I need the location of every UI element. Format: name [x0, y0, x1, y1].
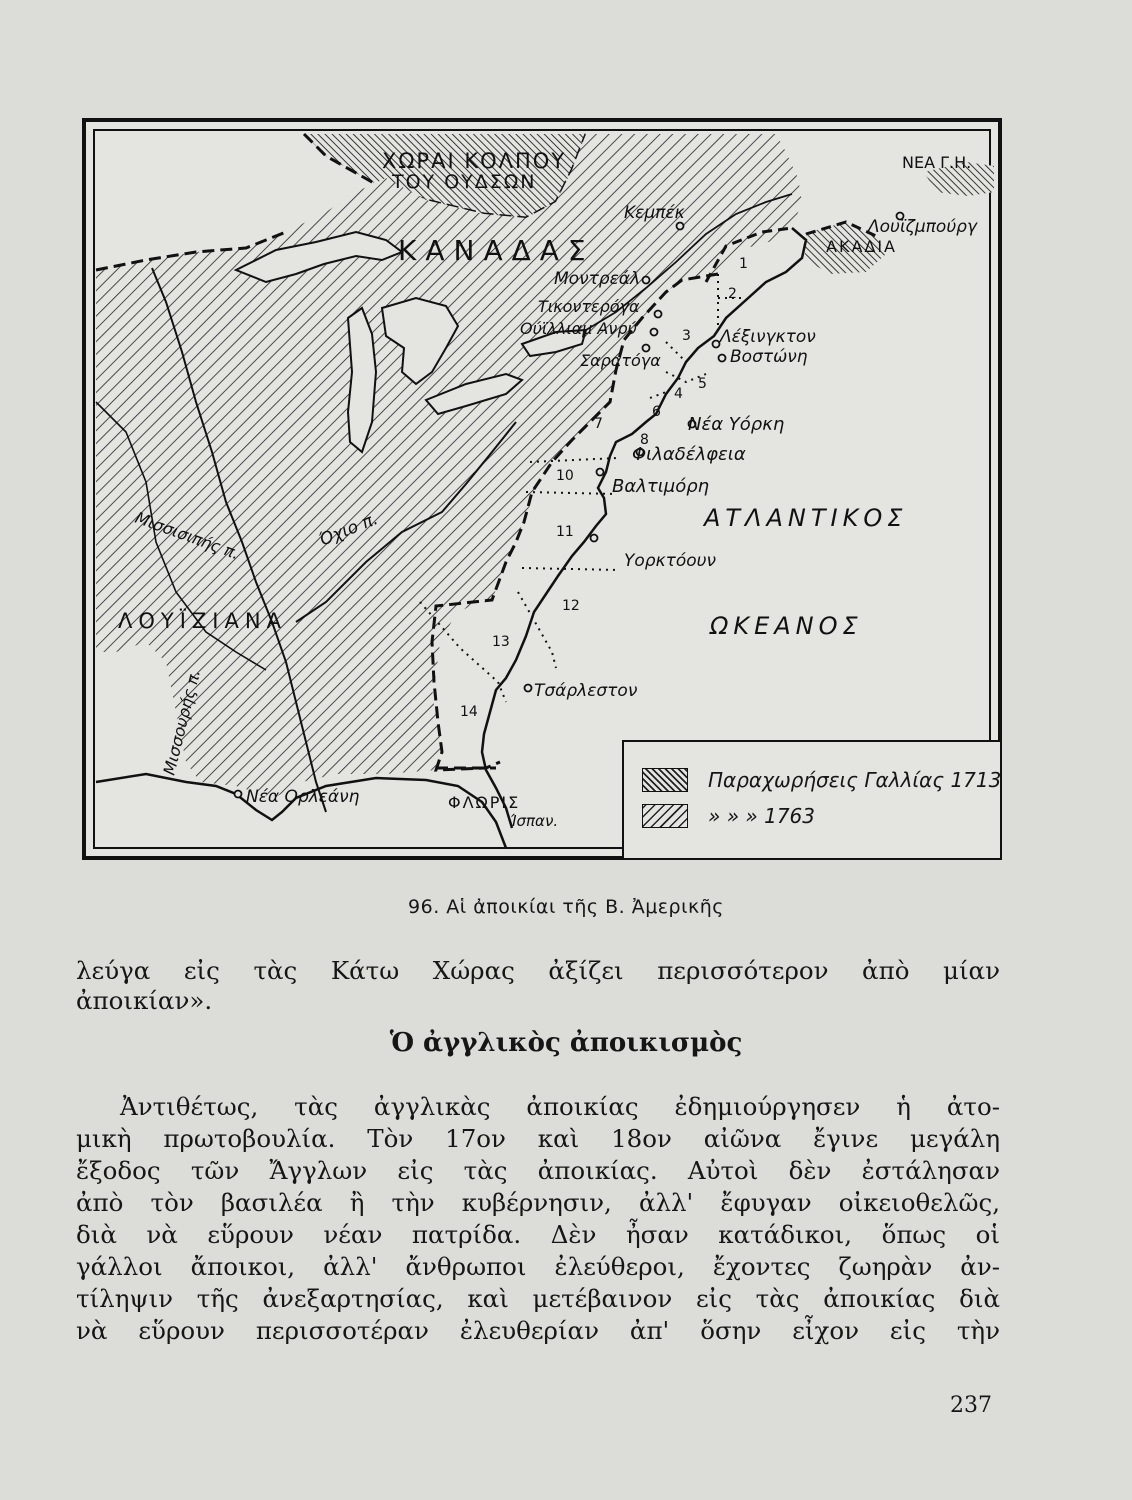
boston-marker: [719, 355, 726, 362]
montreal-label: Μοντρεάλ: [554, 269, 641, 289]
colony-number: 11: [556, 524, 574, 540]
yorktown-label: Υορκτόουν: [624, 551, 716, 571]
text-line: γάλλοι ἄποικοι, ἀλλ' ἄνθρωποι ἐλεύθεροι, ἔχοντες ζωηρὰν ἀν-: [76, 1252, 1000, 1281]
text-line: ἔξοδος τῶν Ἄγγλων εἰς τὰς ἀποικίας. Αὐτοὶ δὲν ἐστάλησαν: [76, 1156, 1000, 1185]
quebec-marker: [677, 223, 684, 230]
legend-text-1713: Παραχωρήσεις Γαλλίας 1713: [708, 768, 1002, 792]
louisiana-label: ΛΟΥΪΖΙΑΝΑ: [118, 609, 287, 633]
yorktown-marker: [591, 535, 598, 542]
colony-number: 5: [698, 376, 707, 392]
boston-label: Βοστώνη: [730, 347, 808, 367]
colony-number: 3: [682, 328, 691, 344]
section-heading: Ὁ ἀγγλικὸς ἀποικισμὸς: [389, 1028, 743, 1058]
colony-number: 2: [728, 286, 737, 302]
acadia-label: ΑΚΑΔΙΑ: [826, 237, 897, 256]
legend-swatch-wide-hatch: [642, 804, 688, 828]
ticonderoga-marker: [655, 311, 662, 318]
text-line: τίληψιν τῆς ἀνεξαρτησίας, καὶ μετέβαινον εἰς τὰς ἀποικίας διὰ: [76, 1284, 1000, 1313]
text-line: νὰ εὕρουν περισσοτέραν ἐλευθερίαν ἀπ' ὅσην εἶχον εἰς τὴν: [76, 1316, 1000, 1345]
mississippi-label: Μισσισιπής π.: [132, 507, 242, 564]
louisbourg-label: Λουϊζμπούργ: [868, 217, 978, 237]
colony-number: 6: [652, 404, 661, 420]
saratoga-label: Σαρατόγα: [580, 351, 661, 370]
hudson-bay-label-1: ΧΩΡΑΙ ΚΟΛΠΟΥ: [382, 149, 567, 173]
new-york-label: Νέα Υόρκη: [688, 414, 785, 435]
text-line: ἀπὸ τὸν βασιλέα ἢ τὴν κυβέρνησιν, ἀλλ' ἔφυγαν οἰκειοθελῶς,: [76, 1188, 1000, 1217]
william-henry-marker: [651, 329, 658, 336]
philadelphia-label: Φιλαδέλφεια: [632, 444, 746, 465]
page-number: 237: [950, 1393, 992, 1418]
baltimore-label: Βαλτιμόρη: [612, 476, 710, 497]
lexington-label: Λέξινγκτον: [720, 327, 816, 347]
colony-number: 1: [739, 256, 748, 272]
colony-number: 10: [556, 468, 574, 484]
figure-caption: 96. Αἱ ἀποικίαι τῆς Β. Ἀμερικῆς: [408, 896, 724, 918]
william-henry-label: Ούϊλλιαμ Ανρύ: [520, 319, 637, 338]
lexington-marker: [713, 341, 720, 348]
colony-number: 13: [492, 634, 510, 650]
colony-number: 4: [674, 386, 683, 402]
text-line: ἀποικίαν».: [76, 986, 213, 1015]
new-orleans-label: Νέα Ορλεάνη: [246, 787, 360, 807]
map-legend: [622, 740, 1000, 858]
text-line: διὰ νὰ εὕρουν νέαν πατρίδα. Δὲν ἦσαν κατάδικοι, ὅπως οἱ: [76, 1220, 1000, 1249]
charleston-marker: [525, 685, 532, 692]
montreal-marker: [643, 277, 650, 284]
legend-swatch-dense-hatch: [642, 768, 688, 792]
hudson-bay-label-2: ΤΟΥ ΟΥΔΣΩΝ: [392, 171, 537, 193]
colony-number: 14: [460, 704, 478, 720]
quebec-label: Κεμπέκ: [624, 203, 685, 223]
newfoundland-label: ΝΕΑ Γ.Η.: [902, 153, 972, 172]
missouri-label: Μισσουρής π.: [159, 667, 205, 777]
legend-text-1763: » » » 1763: [708, 804, 816, 828]
atlantic-label-1: ΑΤΛΑΝΤΙΚΟΣ: [704, 504, 908, 532]
new-orleans-marker: [235, 791, 242, 798]
colony-number: 12: [562, 598, 580, 614]
ticonderoga-label: Τικοντερόγα: [538, 297, 640, 316]
colony-number: 7: [594, 416, 603, 432]
colonial-map-figure: [82, 118, 1002, 860]
legend-row-1713: [642, 766, 1002, 796]
spanish-label: Ίσπαν.: [510, 812, 559, 830]
charleston-label: Τσάρλεστον: [534, 681, 638, 701]
colony-number: 8: [640, 432, 649, 448]
text-line: μικὴ πρωτοβουλία. Τὸν 17ον καὶ 18ον αἰῶνα ἔγινε μεγάλη: [76, 1124, 1000, 1153]
florida-label: ΦΛΩΡΙΣ: [448, 793, 521, 812]
gulf-coastline: [96, 774, 506, 848]
atlantic-label-2: ΩΚΕΑΝΟΣ: [710, 612, 863, 640]
legend-row-1763: [642, 802, 992, 832]
text-line: Ἀντιθέτως, τὰς ἀγγλικὰς ἀποικίας ἐδημιούργησεν ἡ ἀτο-: [120, 1092, 1000, 1121]
ohio-label: Όχιο π.: [316, 509, 381, 551]
text-line: λεύγα εἰς τὰς Κάτω Χώρας ἀξίζει περισσότερον ἀπὸ μίαν: [76, 956, 1000, 985]
baltimore-marker: [597, 469, 604, 476]
canada-label: ΚΑΝΑΔΑΣ: [398, 234, 595, 267]
